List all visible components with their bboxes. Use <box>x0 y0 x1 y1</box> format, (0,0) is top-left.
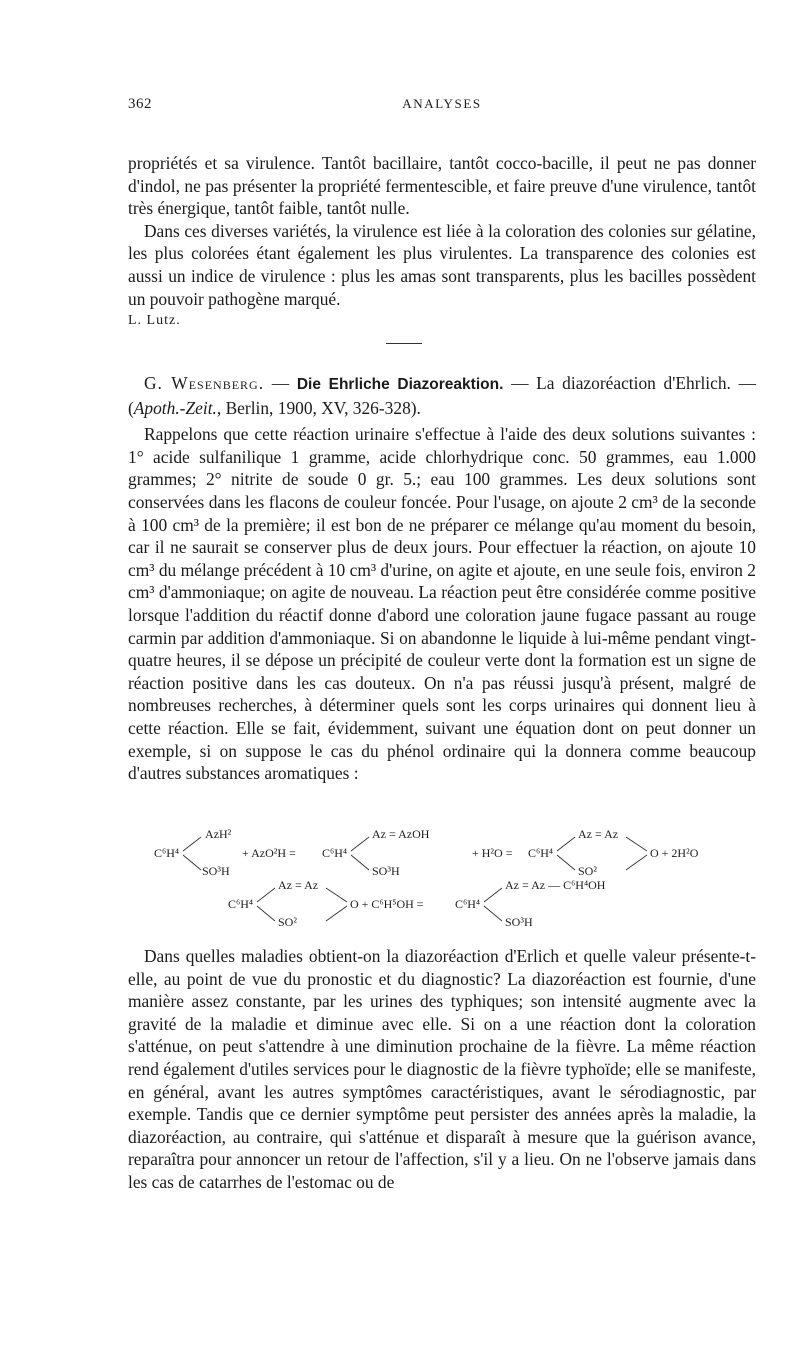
chemical-equations <box>150 826 750 936</box>
equation-line-1 <box>154 827 699 878</box>
bond-line <box>351 855 369 870</box>
formula-term: SO³H <box>372 864 400 878</box>
formula-term: C⁶H⁴ <box>154 846 180 860</box>
heading-separator: — <box>264 373 297 393</box>
formula-term: + AzO²H = <box>242 846 296 860</box>
formula-term: O + 2H²O <box>650 846 699 860</box>
formula-term: AzH² <box>205 827 232 841</box>
paragraph-continuation: propriétés et sa virulence. Tantôt bacillaire, tantôt cocco-bacille, il peut ne pas donner d'indol, ne pas présenter la propriété fermentescible, et faire preuve d'une virulence, tantôt très énergique, tantôt faible, tantôt nulle. <box>128 153 756 219</box>
bond-line <box>183 837 201 851</box>
bond-line <box>257 906 275 921</box>
heading-translation: — La diazoréaction d'Ehrlich. — ( <box>128 373 756 418</box>
formula-term: Az = AzOH <box>372 827 430 841</box>
bond-line <box>557 837 575 851</box>
bond-line <box>626 855 647 870</box>
formula-term: C⁶H⁴ <box>528 846 554 860</box>
signature: L. Lutz. <box>128 313 181 329</box>
formula-term: + H²O = <box>472 846 513 860</box>
article-diazoreaction <box>128 372 756 785</box>
formula-term: SO² <box>578 864 597 878</box>
running-head: ANALYSES <box>402 96 482 111</box>
bond-line <box>557 855 575 870</box>
page-number: 362 <box>128 96 152 112</box>
journal-name: Apoth.-Zeit. <box>133 397 217 418</box>
bond-line <box>484 906 502 921</box>
bond-line <box>484 888 502 902</box>
formula-term: Az = Az <box>578 827 619 841</box>
paragraph-virulence: Dans ces diverses variétés, la virulence est liée à la coloration des colonies sur gélatine, les plus colorées étant également les plus virulentes. La transparence des colonies est aussi un indice de virulence : plus les amas sont transparents, plus les bacilles possèdent un pouvoir pathogène marqué. <box>128 220 756 309</box>
bond-line <box>351 837 369 851</box>
bond-line <box>183 855 201 870</box>
bond-line <box>626 837 647 851</box>
article-author: G. Wesenberg. <box>144 373 265 393</box>
previous-article-end <box>128 152 756 333</box>
section-divider <box>386 343 422 344</box>
equations-svg <box>150 826 750 936</box>
bond-line <box>326 906 347 921</box>
formula-term: C⁶H⁴ <box>228 897 254 911</box>
formula-term: SO³H <box>202 864 230 878</box>
article-heading <box>128 372 756 419</box>
page-header <box>128 96 756 116</box>
formula-term: Az = Az — C⁶H⁴OH <box>505 878 606 892</box>
article-title: Die Ehrliche Diazoreaktion. <box>296 376 504 393</box>
paragraph-diagnostic: Dans quelles maladies obtient-on la diazoréaction d'Erlich et quelle valeur présente-t-elle, au point de vue du pronostic et du diagnostic? La diazoréaction est fournie, d'une manière assez constante, par les urines des typhiques; son intensité augmente avec la gravité de la maladie et diminue avec elle. Si on a une réaction dont la coloration s'atténue, on peut s'attendre à une diminution prochaine de la fièvre. La même réaction rend également d'utiles services pour le diagnostic de la fièvre typhoïde; elle se manifeste, en général, avant les autres symptômes caractéristiques, avant le sérodiagnostic, par exemple. Tandis que ce dernier symptôme peut persister des années après la maladie, la diazoréaction, au contraire, qui s'atténue et disparaît à mesure que la guérison avance, reparaîtra pour annoncer un retour de l'affection, s'il y a lieu. On ne l'observe jamais dans les cas de catarrhes de l'estomac ou de <box>128 946 756 1192</box>
bond-line <box>257 888 275 902</box>
formula-term: SO² <box>278 915 297 929</box>
formula-term: C⁶H⁴ <box>455 897 481 911</box>
paragraph-method: Rappelons que cette réaction urinaire s'effectue à l'aide des deux solutions suivantes : 1° acide sulfanilique 1 gramme, acide chlorhydrique conc. 50 grammes, eau 1.000 grammes; 2° nitrite de soude 0 gr. 5.; eau 100 grammes. Les deux solutions sont conservées dans les flacons de couleur foncée. Pour l'usage, on ajoute 2 cm³ de la seconde à 100 cm³ de la première; il est bon de ne préparer ce mélange qu'au moment du besoin, car il ne saurait se conserver plus de deux jours. Pour effectuer la réaction, on ajoute 10 cm³ du mélange précédent à 10 cm³ d'urine, on agite et ajoute, en une seule fois, environ 2 cm³ d'ammoniaque; on agite de nouveau. La réaction peut être considérée comme positive lorsque l'addition du réactif donne d'abord une coloration jaune fugace passant au rouge carmin par addition d'ammoniaque. Si on abandonne le liquide à lui-même pendant vingt-quatre heures, il se dépose un précipité de couleur verte dont la formation est un signe de réaction positive dans les cas douteux. On n'a pas réussi jusqu'à présent, malgré de nombreuses recherches, à déterminer quels sont les corps urinaires qui donnent lieu à cette réaction. Elle se fait, évidemment, suivant une équation dont on peut donner un exemple, si on suppose le cas du phénol ordinaire qui la donnera comme beaucoup d'autres substances aromatiques : <box>128 424 756 784</box>
bond-line <box>326 888 347 902</box>
article-continuation <box>128 945 756 1194</box>
formula-term: O + C⁶H⁵OH = <box>350 897 424 911</box>
formula-term: Az = Az <box>278 878 319 892</box>
formula-term: C⁶H⁴ <box>322 846 348 860</box>
equation-line-2 <box>228 878 606 929</box>
citation-details: , Berlin, 1900, XV, 326-328). <box>216 397 421 418</box>
formula-term: SO³H <box>505 915 533 929</box>
